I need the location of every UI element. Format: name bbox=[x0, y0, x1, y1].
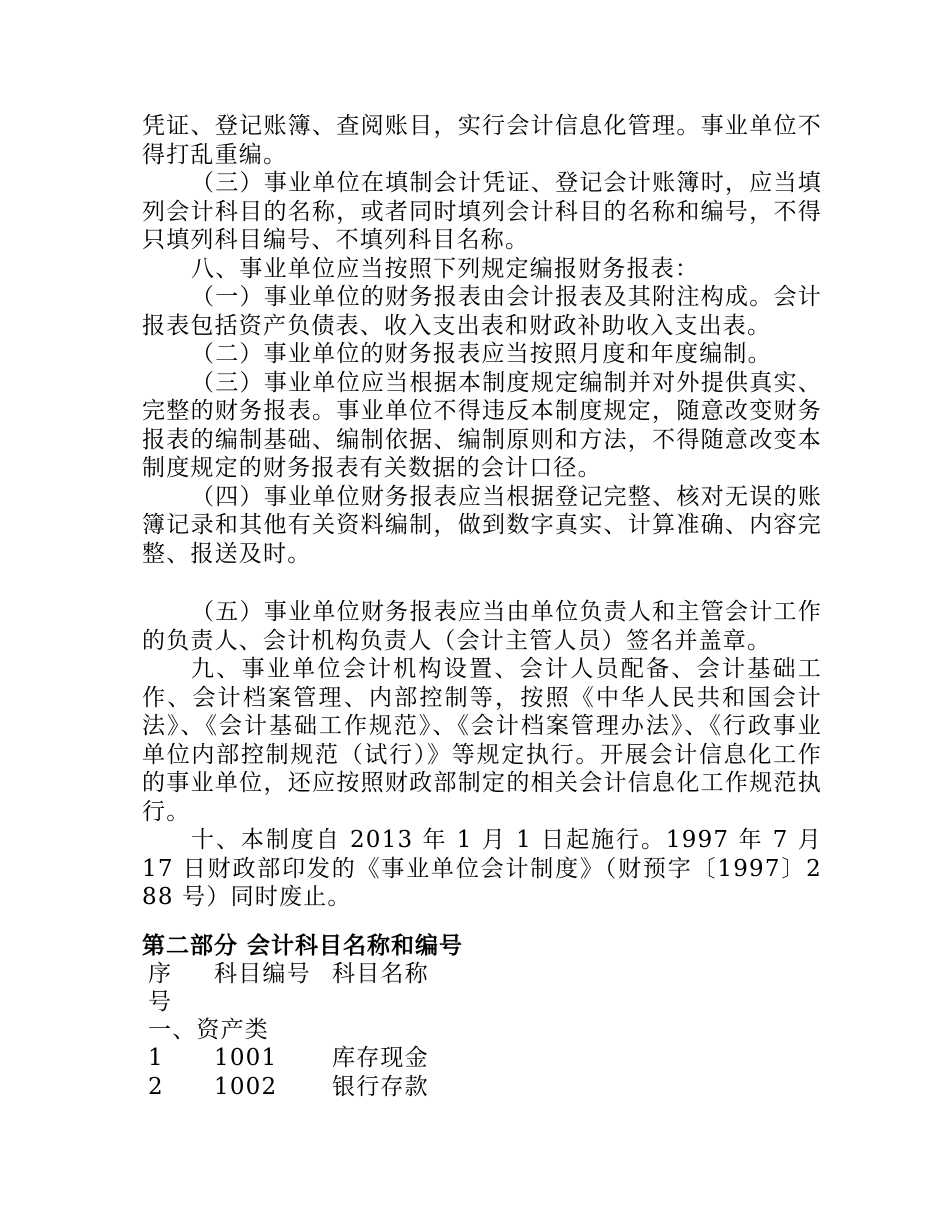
table-row bbox=[148, 1073, 822, 1102]
category-assets: 一、资产类 bbox=[148, 1016, 269, 1043]
paragraph: 凭证、登记账簿、查阅账目，实行会计信息化管理。事业单位不得打乱重编。 bbox=[142, 113, 822, 168]
row-name: 库存现金 bbox=[332, 1045, 429, 1071]
paragraph: 十、本制度自 2013 年 1 月 1 日起施行。1997 年 7 月 17 日财政部印发的《事业单位会计制度》（财预字〔1997〕288 号）同时废止。 bbox=[142, 827, 822, 910]
header-code: 科目编号 bbox=[214, 960, 311, 987]
row-seq: 1 bbox=[148, 1045, 164, 1071]
paragraph: （一）事业单位的财务报表由会计报表及其附注构成。会计报表包括资产负债表、收入支出表和财政补助收入支出表。 bbox=[142, 284, 822, 339]
paragraph: （二）事业单位的财务报表应当按照月度和年度编制。 bbox=[191, 341, 772, 367]
paragraph-gap bbox=[142, 568, 822, 598]
section-heading: 第二部分 会计科目名称和编号 bbox=[142, 932, 464, 959]
paragraph: （五）事业单位财务报表应当由单位负责人和主管会计工作的负责人、会计机构负责人（会计主管人员）签名并盖章。 bbox=[142, 599, 822, 654]
row-code: 1001 bbox=[214, 1045, 278, 1071]
row-seq: 2 bbox=[148, 1073, 164, 1100]
paragraph: （四）事业单位财务报表应当根据登记完整、核对无误的账簿记录和其他有关资料编制，做到数字真实、计算准确、内容完整、报送及时。 bbox=[142, 483, 822, 567]
body-text-block-2 bbox=[142, 598, 822, 912]
account-table bbox=[142, 1044, 822, 1101]
header-seq: 序号 bbox=[148, 960, 173, 1015]
table-row bbox=[148, 1044, 822, 1073]
row-code: 1002 bbox=[214, 1073, 278, 1100]
paragraph: 九、事业单位会计机构设置、会计人员配备、会计基础工作、会计档案管理、内部控制等，按照《中华人民共和国会计法》、《会计基础工作规范》、《会计档案管理办法》、《行政事业单位内部控制规范（试行）》等规定执行。开展会计信息化工作的事业单位，还应按照财政部制定的相关会计信息化工作规范执行。 bbox=[142, 656, 822, 825]
row-name: 银行存款 bbox=[332, 1073, 429, 1100]
header-name: 科目名称 bbox=[332, 960, 429, 987]
paragraph: （三）事业单位应当根据本制度规定编制并对外提供真实、完整的财务报表。事业单位不得违反本制度规定，随意改变财务报表的编制基础、编制依据、编制原则和方法，不得随意改变本制度规定的财务报表有关数据的会计口径。 bbox=[142, 369, 822, 481]
table-header bbox=[148, 960, 822, 1016]
document-page bbox=[142, 112, 822, 1101]
paragraph: （三）事业单位在填制会计凭证、登记会计账簿时，应当填列会计科目的名称，或者同时填列会计科目的名称和编号，不得只填列科目编号、不填列科目名称。 bbox=[142, 170, 822, 253]
paragraph: 八、事业单位应当按照下列规定编报财务报表： bbox=[191, 255, 700, 282]
body-text-block-1 bbox=[142, 112, 822, 568]
